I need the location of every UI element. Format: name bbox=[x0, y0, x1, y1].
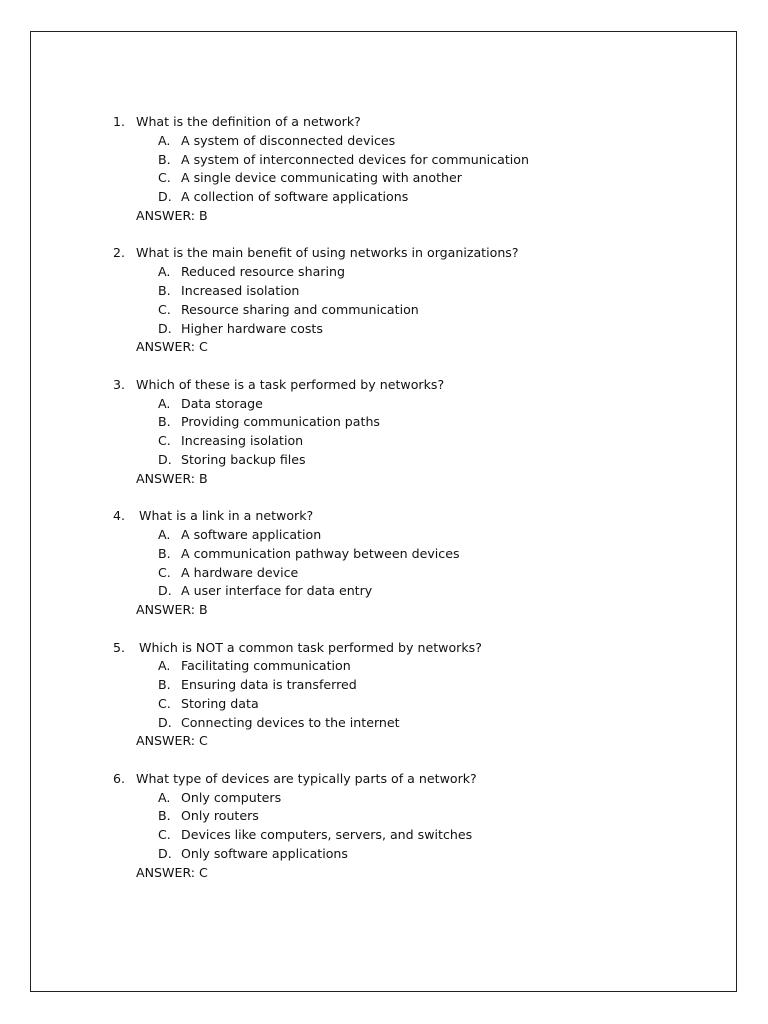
option-b bbox=[113, 676, 713, 695]
option-letter: D. bbox=[158, 583, 172, 599]
option-b bbox=[113, 413, 713, 432]
option-b bbox=[113, 151, 713, 170]
question-number: 6. bbox=[113, 770, 126, 786]
option-a bbox=[113, 789, 713, 808]
option-text: Increasing isolation bbox=[181, 433, 304, 449]
question-6 bbox=[113, 770, 713, 883]
question-text: What is the definition of a network? bbox=[136, 114, 361, 129]
question-text: Which of these is a task performed by networks? bbox=[136, 376, 445, 392]
option-a bbox=[113, 132, 713, 151]
question-1 bbox=[113, 113, 713, 226]
option-d bbox=[113, 451, 713, 470]
option-letter: A. bbox=[158, 658, 171, 674]
question-number: 5. bbox=[113, 639, 126, 655]
option-letter: C. bbox=[158, 695, 171, 711]
option-a bbox=[113, 395, 713, 414]
option-letter: C. bbox=[158, 301, 171, 317]
option-c bbox=[113, 564, 713, 583]
option-text: Data storage bbox=[181, 395, 263, 411]
option-text: A hardware device bbox=[181, 564, 299, 580]
question-text: What is a link in a network? bbox=[139, 508, 314, 524]
option-text: Only software applications bbox=[181, 846, 348, 862]
option-letter: B. bbox=[158, 414, 171, 430]
option-letter: D. bbox=[158, 451, 172, 467]
answer-line: ANSWER: B bbox=[136, 602, 208, 618]
question-line bbox=[113, 376, 713, 395]
option-text: Ensuring data is transferred bbox=[181, 677, 357, 693]
option-letter: C. bbox=[158, 433, 171, 449]
option-text: Higher hardware costs bbox=[181, 320, 323, 336]
question-line bbox=[113, 770, 713, 789]
option-letter: B. bbox=[158, 808, 171, 824]
question-line bbox=[113, 507, 713, 526]
option-letter: C. bbox=[158, 170, 171, 186]
option-c bbox=[113, 301, 713, 320]
option-text: A system of interconnected devices for communication bbox=[181, 151, 529, 167]
answer-line: ANSWER: C bbox=[136, 733, 208, 749]
option-c bbox=[113, 826, 713, 845]
question-line bbox=[113, 244, 713, 263]
question-number: 2. bbox=[113, 245, 126, 261]
option-letter: D. bbox=[158, 189, 172, 205]
question-line bbox=[113, 639, 713, 658]
option-letter: B. bbox=[158, 677, 171, 693]
option-d bbox=[113, 320, 713, 339]
option-letter: A. bbox=[158, 395, 171, 411]
option-text: Facilitating communication bbox=[181, 658, 351, 674]
option-letter: C. bbox=[158, 564, 171, 580]
option-c bbox=[113, 695, 713, 714]
answer-line: ANSWER: B bbox=[136, 470, 208, 486]
option-b bbox=[113, 282, 713, 301]
question-number: 3. bbox=[113, 376, 126, 392]
option-d bbox=[113, 714, 713, 733]
option-c bbox=[113, 169, 713, 188]
option-d bbox=[113, 582, 713, 601]
question-text: What type of devices are typically parts of a network? bbox=[136, 770, 477, 786]
question-5 bbox=[113, 639, 713, 752]
question-line bbox=[113, 113, 713, 132]
option-d bbox=[113, 188, 713, 207]
question-4 bbox=[113, 507, 713, 620]
option-d bbox=[113, 845, 713, 864]
option-text: A collection of software applications bbox=[181, 189, 409, 205]
option-text: Storing backup files bbox=[181, 451, 306, 467]
option-text: A software application bbox=[181, 526, 322, 542]
question-text: Which is NOT a common task performed by networks? bbox=[139, 639, 482, 655]
option-letter: C. bbox=[158, 827, 171, 843]
option-letter: B. bbox=[158, 282, 171, 298]
option-text: Providing communication paths bbox=[181, 414, 380, 430]
option-text: Only routers bbox=[181, 808, 259, 824]
answer-line: ANSWER: C bbox=[136, 339, 208, 355]
question-2 bbox=[113, 244, 713, 357]
option-letter: A. bbox=[158, 132, 171, 148]
option-text: Only computers bbox=[181, 789, 282, 805]
answer-line: ANSWER: B bbox=[136, 207, 208, 223]
option-text: A communication pathway between devices bbox=[181, 545, 460, 561]
question-text: What is the main benefit of using networks in organizations? bbox=[136, 245, 519, 261]
option-letter: A. bbox=[158, 789, 171, 805]
option-letter: B. bbox=[158, 151, 171, 167]
option-a bbox=[113, 526, 713, 545]
option-a bbox=[113, 263, 713, 282]
question-number: 4. bbox=[113, 508, 126, 524]
option-text: Connecting devices to the internet bbox=[181, 714, 400, 730]
option-text: Devices like computers, servers, and switches bbox=[181, 827, 473, 843]
option-letter: D. bbox=[158, 320, 172, 336]
option-c bbox=[113, 432, 713, 451]
option-text: A user interface for data entry bbox=[181, 583, 373, 599]
question-number: 1. bbox=[113, 114, 126, 129]
option-letter: B. bbox=[158, 545, 171, 561]
option-letter: A. bbox=[158, 526, 171, 542]
quiz-list bbox=[113, 113, 713, 883]
option-text: Storing data bbox=[181, 695, 259, 711]
option-text: A single device communicating with another bbox=[181, 170, 462, 186]
option-text: Resource sharing and communication bbox=[181, 301, 419, 317]
document-page bbox=[30, 31, 737, 992]
option-text: Reduced resource sharing bbox=[181, 264, 345, 280]
option-a bbox=[113, 657, 713, 676]
option-letter: A. bbox=[158, 264, 171, 280]
option-text: A system of disconnected devices bbox=[181, 132, 396, 148]
option-b bbox=[113, 545, 713, 564]
answer-line: ANSWER: C bbox=[136, 864, 208, 880]
option-text: Increased isolation bbox=[181, 282, 300, 298]
option-letter: D. bbox=[158, 714, 172, 730]
option-letter: D. bbox=[158, 846, 172, 862]
option-b bbox=[113, 807, 713, 826]
question-3 bbox=[113, 376, 713, 489]
